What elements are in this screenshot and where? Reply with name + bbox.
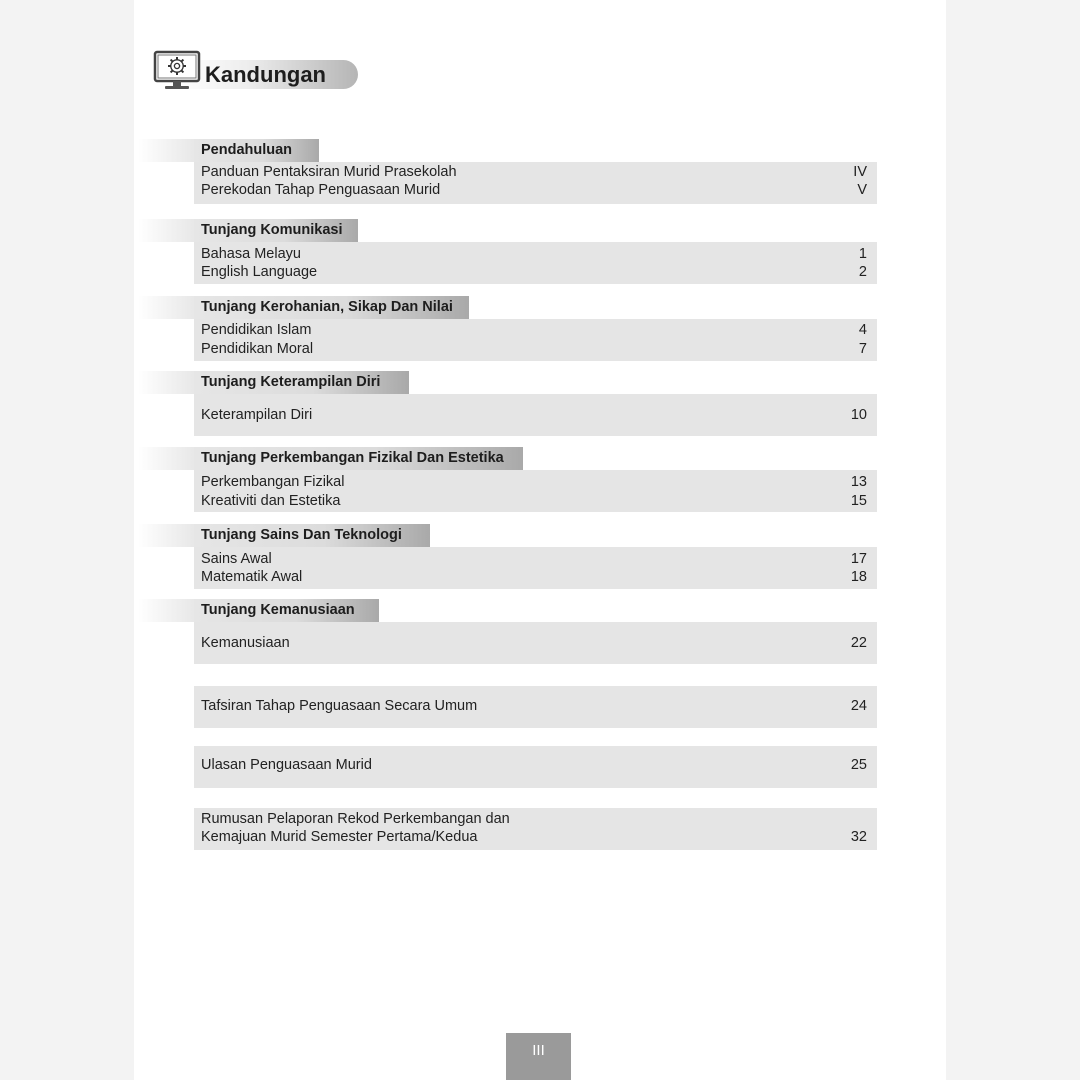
toc-entry[interactable] bbox=[194, 163, 877, 182]
toc-entry[interactable] bbox=[194, 828, 877, 847]
section-heading-fade bbox=[138, 524, 198, 547]
toc-entry-label: Matematik Awal bbox=[201, 569, 303, 585]
toc-entry-page: 10 bbox=[850, 407, 867, 423]
toc-entry[interactable] bbox=[194, 321, 877, 340]
toc-entry-page: 1 bbox=[858, 246, 867, 262]
toc-entry-page: 4 bbox=[858, 322, 867, 338]
section-box bbox=[194, 808, 877, 850]
section-heading-fade bbox=[138, 371, 198, 394]
section-box bbox=[194, 319, 877, 361]
section-box bbox=[194, 394, 877, 436]
section-heading-fade bbox=[138, 219, 198, 242]
toc-entry[interactable] bbox=[194, 340, 877, 359]
section-box bbox=[194, 547, 877, 589]
toc-entry-page: 15 bbox=[850, 493, 867, 509]
section-heading-fade bbox=[138, 296, 198, 319]
toc-entry-label: Kemanusiaan bbox=[201, 635, 290, 651]
toc-entry-label: English Language bbox=[201, 264, 318, 280]
toc-entry[interactable] bbox=[194, 634, 877, 653]
section-heading: Pendahuluan bbox=[194, 139, 319, 162]
toc-entry[interactable] bbox=[194, 492, 877, 511]
toc-entry[interactable] bbox=[194, 263, 877, 282]
toc-entry-page: 13 bbox=[850, 474, 867, 490]
toc-entry-label: Kreativiti dan Estetika bbox=[201, 493, 341, 509]
toc-entry[interactable] bbox=[194, 245, 877, 264]
page-number: III bbox=[506, 1033, 571, 1080]
section-heading-fade bbox=[138, 447, 198, 470]
toc-entry-label: Bahasa Melayu bbox=[201, 246, 301, 262]
section-heading-fade bbox=[138, 139, 198, 162]
section-heading: Tunjang Sains Dan Teknologi bbox=[194, 524, 430, 547]
section-box bbox=[194, 242, 877, 284]
section-heading: Tunjang Kemanusiaan bbox=[194, 599, 379, 622]
toc-entry-label: Ulasan Penguasaan Murid bbox=[201, 757, 372, 773]
toc-entry[interactable] bbox=[194, 756, 877, 775]
toc-entry-label: Pendidikan Moral bbox=[201, 341, 314, 357]
toc-entry-page: 17 bbox=[850, 551, 867, 567]
toc-entry-label: Sains Awal bbox=[201, 551, 272, 567]
section-heading: Tunjang Perkembangan Fizikal Dan Estetika bbox=[194, 447, 523, 470]
toc-entry-page: V bbox=[857, 182, 867, 198]
monitor-gear-icon bbox=[153, 50, 203, 92]
toc-entry-page: 24 bbox=[850, 698, 867, 714]
section-heading: Tunjang Komunikasi bbox=[194, 219, 358, 242]
toc-entry-label: Rumusan Pelaporan Rekod Perkembangan dan bbox=[201, 811, 510, 827]
section-box bbox=[194, 686, 877, 728]
toc-entry-page: 22 bbox=[850, 635, 867, 651]
section-box bbox=[194, 622, 877, 664]
toc-entry-label: Tafsiran Tahap Penguasaan Secara Umum bbox=[201, 698, 478, 714]
toc-entry[interactable] bbox=[194, 181, 877, 200]
toc-entry-label: Perekodan Tahap Penguasaan Murid bbox=[201, 182, 441, 198]
toc-entry-page: 7 bbox=[858, 341, 867, 357]
toc-entry-page: IV bbox=[853, 164, 867, 180]
section-box bbox=[194, 162, 877, 204]
toc-entry[interactable] bbox=[194, 550, 877, 569]
toc-entry-label: Panduan Pentaksiran Murid Prasekolah bbox=[201, 164, 457, 180]
page-title: Kandungan bbox=[205, 62, 326, 87]
toc-entry-page: 32 bbox=[850, 829, 867, 845]
section-box bbox=[194, 746, 877, 788]
toc-entry-page: 25 bbox=[850, 757, 867, 773]
section-heading-fade bbox=[138, 599, 198, 622]
toc-entry-label: Keterampilan Diri bbox=[201, 407, 313, 423]
section-heading: Tunjang Kerohanian, Sikap Dan Nilai bbox=[194, 296, 469, 319]
toc-entry-label: Pendidikan Islam bbox=[201, 322, 312, 338]
toc-entry[interactable] bbox=[194, 473, 877, 492]
toc-entry-page: 18 bbox=[850, 569, 867, 585]
toc-entry-label: Kemajuan Murid Semester Pertama/Kedua bbox=[201, 829, 478, 845]
toc-entry[interactable] bbox=[194, 697, 877, 716]
section-heading: Tunjang Keterampilan Diri bbox=[194, 371, 409, 394]
toc-entry[interactable] bbox=[194, 568, 877, 587]
toc-entry[interactable] bbox=[194, 810, 877, 829]
toc-entry-page: 2 bbox=[858, 264, 867, 280]
section-box bbox=[194, 470, 877, 512]
toc-entry-label: Perkembangan Fizikal bbox=[201, 474, 345, 490]
toc-entry[interactable] bbox=[194, 406, 877, 425]
